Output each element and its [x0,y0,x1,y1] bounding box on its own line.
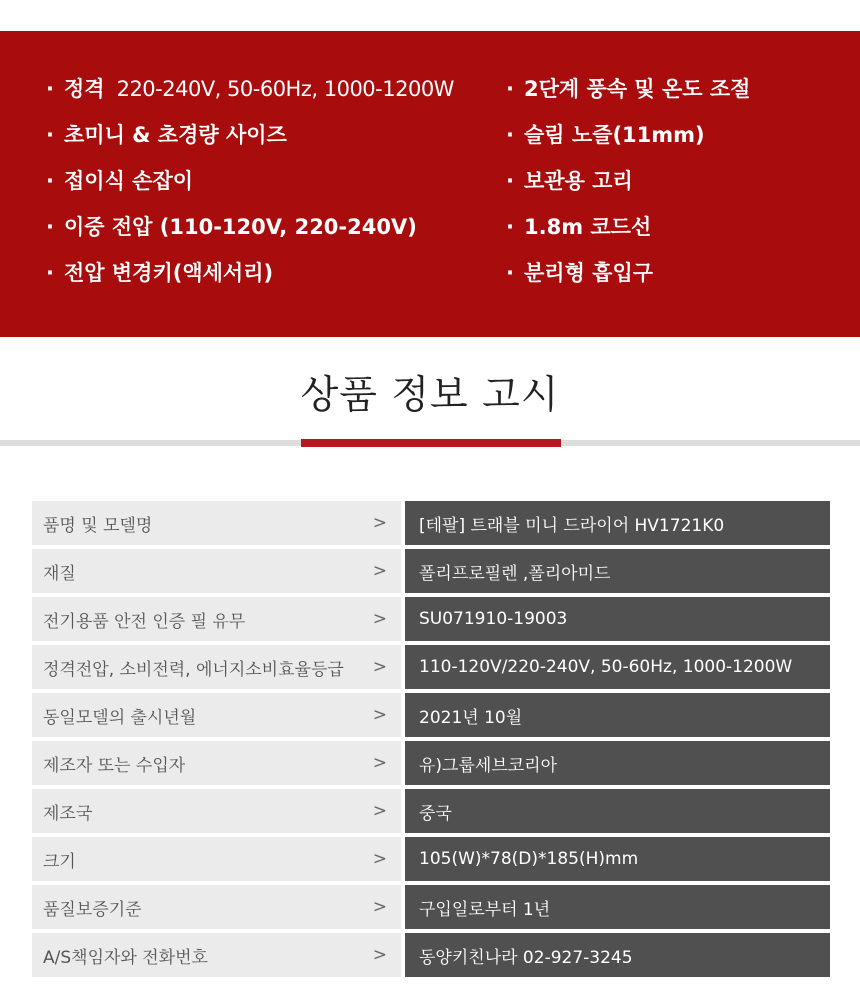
feature-label: 분리형 흡입구 [524,261,654,285]
chevron-right-icon: > [372,705,387,725]
table-row [32,837,830,881]
feature-label: 초미니 & 초경량 사이즈 [64,123,287,147]
row-value: 동양키친나라 02-927-3245 [405,933,830,977]
row-value: 2021년 10월 [405,693,830,737]
feature-label: 보관용 고리 [524,169,633,193]
feature-list-left [46,75,454,305]
feature-label: 슬림 노즐(11mm) [524,123,705,147]
row-label-cell [32,597,401,641]
row-label-cell [32,837,401,881]
row-label-cell [32,933,401,977]
bullet-icon: · [506,169,514,193]
row-label: 정격전압, 소비전력, 에너지소비효율등급 [43,659,344,680]
bullet-icon: · [506,123,514,147]
row-value: 구입일로부터 1년 [405,885,830,929]
row-label: 품질보증기준 [43,899,142,920]
bullet-icon: · [46,215,54,239]
feature-banner [0,31,860,337]
table-row [32,645,830,689]
feature-label: 1.8m 코드선 [524,215,652,239]
chevron-right-icon: > [372,513,387,533]
row-label-cell [32,885,401,929]
row-label-cell [32,741,401,785]
chevron-right-icon: > [372,609,387,629]
table-row [32,741,830,785]
chevron-right-icon: > [372,657,387,677]
row-value: 유)그룹세브코리아 [405,741,830,785]
table-row [32,501,830,545]
feature-label: 2단계 풍속 및 온도 조절 [524,77,751,101]
bullet-icon: · [46,261,54,285]
bullet-icon: · [506,261,514,285]
feature-item [46,259,454,305]
row-label: 크기 [43,851,76,872]
feature-item [46,213,454,259]
table-row [32,597,830,641]
feature-item [506,213,750,259]
row-label-cell [32,549,401,593]
row-label: 제조국 [43,803,93,824]
row-label: 재질 [43,563,76,584]
table-row [32,933,830,977]
table-row [32,549,830,593]
row-value: 폴리프로필렌 ,폴리아미드 [405,549,830,593]
row-label-cell [32,645,401,689]
feature-list-right [506,75,750,305]
bullet-icon: · [506,215,514,239]
feature-item [46,75,454,121]
row-label-cell [32,789,401,833]
chevron-right-icon: > [372,849,387,869]
feature-item [506,75,750,121]
feature-label: 접이식 손잡이 [64,169,194,193]
title-divider-accent [301,439,561,447]
feature-item [506,259,750,305]
bullet-icon: · [506,77,514,101]
row-label-cell [32,501,401,545]
chevron-right-icon: > [372,897,387,917]
section-title: 상품 정보 고시 [300,373,560,418]
row-label: 품명 및 모델명 [43,515,153,536]
chevron-right-icon: > [372,945,387,965]
row-value: 110-120V/220-240V, 50-60Hz, 1000-1200W [405,645,830,689]
row-label: 동일모델의 출시년월 [43,707,197,728]
feature-label: 전압 변경키(액세서리) [64,261,274,285]
row-value: SU071910-19003 [405,597,830,641]
feature-item [506,121,750,167]
feature-label: 정격 [64,77,105,101]
table-row [32,885,830,929]
bullet-icon: · [46,77,54,101]
product-info-table [32,501,830,981]
row-label-cell [32,693,401,737]
feature-label: 이중 전압 (110-120V, 220-240V) [64,215,417,239]
row-value: 105(W)*78(D)*185(H)mm [405,837,830,881]
bullet-icon: · [46,123,54,147]
feature-spec: 220-240V, 50-60Hz, 1000-1200W [116,77,454,101]
row-value: [테팔] 트래블 미니 드라이어 HV1721K0 [405,501,830,545]
chevron-right-icon: > [372,753,387,773]
row-value: 중국 [405,789,830,833]
feature-item [506,167,750,213]
chevron-right-icon: > [372,561,387,581]
bullet-icon: · [46,169,54,193]
feature-item [46,167,454,213]
row-label: 제조자 또는 수입자 [43,755,186,776]
row-label: 전기용품 안전 인증 필 유무 [43,611,246,632]
table-row [32,693,830,737]
feature-item [46,121,454,167]
chevron-right-icon: > [372,801,387,821]
table-row [32,789,830,833]
row-label: A/S책임자와 전화번호 [43,947,208,968]
